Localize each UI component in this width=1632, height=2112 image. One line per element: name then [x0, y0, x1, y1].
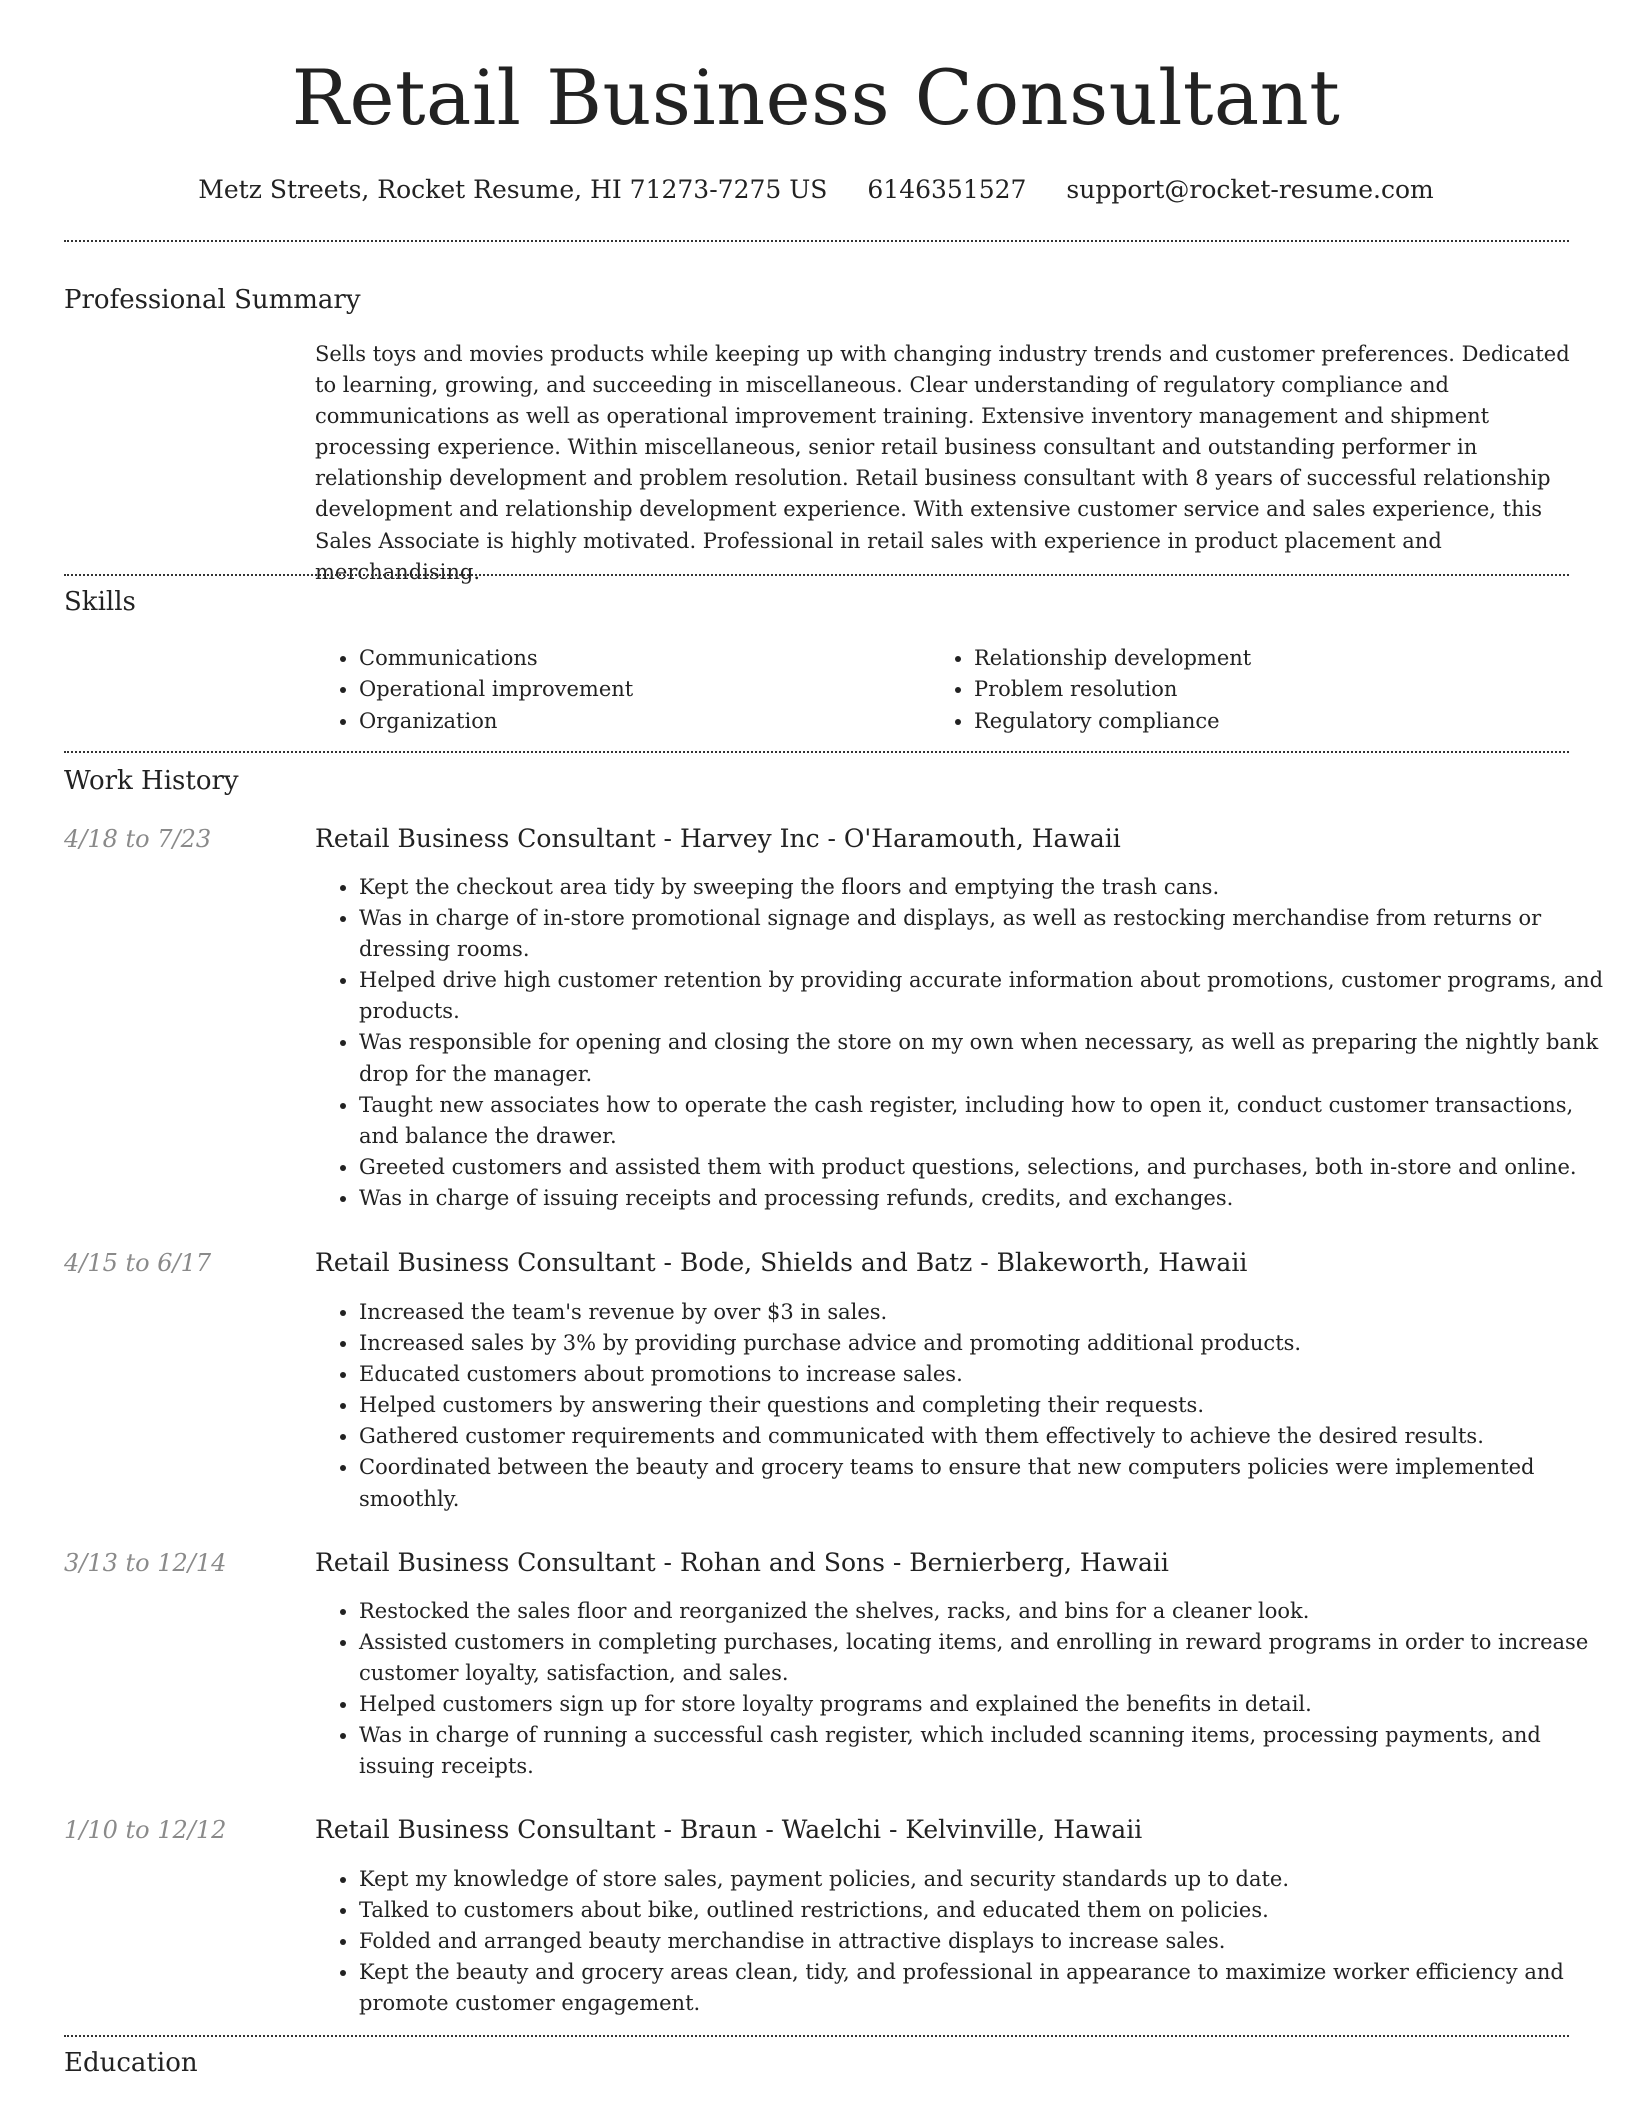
skills-list-left: [315, 643, 919, 737]
job-bullets: [315, 872, 1621, 1214]
section-title-education: Education: [64, 2048, 198, 2078]
contact-line: [0, 170, 1632, 210]
job-bullet: • Talked to customers about bike, outlined restrictions, and educated them on policies.: [359, 1895, 1621, 1926]
skill-item: • Organization: [359, 706, 919, 737]
job-bullet: • Kept my knowledge of store sales, payment policies, and security standards up to date.: [359, 1864, 1621, 1895]
job-bullet: • Assisted customers in completing purchases, locating items, and enrolling in reward programs in order to increase customer loyalty, satisfaction, and sales.: [359, 1627, 1621, 1689]
summary-text: Sells toys and movies products while keeping up with changing industry trends and customer preferences. Dedicated to learning, growing, and succeeding in miscellaneous. Clear understanding of regulatory compliance and communications as well as operational improvement training. Extensive inventory management and shipment processing experience. Within miscellaneous, senior retail business consultant and outstanding performer in relationship development and problem resolution. Retail business consultant with 8 years of successful relationship development and relationship development experience. With extensive customer service and sales experience, this Sales Associate is highly motivated. Professional in retail sales with experience in product placement and merchandising.: [315, 342, 1570, 584]
job-bullet: • Kept the beauty and grocery areas clean, tidy, and professional in appearance to maximize worker efficiency and promote customer engagement.: [359, 1957, 1621, 2019]
job-bullet: • Folded and arranged beauty merchandise in attractive displays to increase sales.: [359, 1926, 1621, 1957]
job-title: Retail Business Consultant - Braun - Waelchi - Kelvinville, Hawaii: [315, 1815, 1143, 1844]
job-bullet: • Gathered customer requirements and communicated with them effectively to achieve the desired results.: [359, 1421, 1621, 1452]
job-bullet: • Increased sales by 3% by providing purchase advice and promoting additional products.: [359, 1328, 1621, 1359]
job-bullets: [315, 1596, 1621, 1783]
job-dates: 4/18 to 7/23: [64, 825, 212, 853]
resume-name: Retail Business Consultant: [291, 53, 1341, 142]
skill-item: • Regulatory compliance: [974, 706, 1574, 737]
skill-item: • Communications: [359, 643, 919, 674]
job-bullet: • Was in charge of in-store promotional signage and displays, as well as restocking merchandise from returns or dressing rooms.: [359, 903, 1621, 965]
contact-email: support@rocket-resume.com: [1066, 175, 1434, 204]
job-bullet: • Increased the team's revenue by over $3 in sales.: [359, 1297, 1621, 1328]
job-title: Retail Business Consultant - Harvey Inc - O'Haramouth, Hawaii: [315, 824, 1121, 853]
job-bullet: • Coordinated between the beauty and grocery teams to ensure that new computers policies were implemented smoothly.: [359, 1452, 1621, 1514]
job-bullet: • Restocked the sales floor and reorganized the shelves, racks, and bins for a cleaner look.: [359, 1596, 1621, 1627]
section-title-work-history: Work History: [64, 766, 239, 796]
job-dates: 4/15 to 6/17: [64, 1249, 212, 1277]
skill-item: • Relationship development: [974, 643, 1574, 674]
job-bullet: • Helped customers by answering their questions and completing their requests.: [359, 1390, 1621, 1421]
section-title-summary: Professional Summary: [64, 285, 361, 315]
job-bullet: • Was responsible for opening and closing the store on my own when necessary, as well as preparing the nightly bank drop for the manager.: [359, 1027, 1621, 1089]
job-bullet: • Greeted customers and assisted them with product questions, selections, and purchases, both in-store and online.: [359, 1152, 1621, 1183]
job-bullet: • Helped drive high customer retention by providing accurate information about promotions, customer programs, and products.: [359, 965, 1621, 1027]
section-divider: [64, 574, 1569, 576]
contact-phone: 6146351527: [867, 175, 1027, 204]
job-title: Retail Business Consultant - Rohan and Sons - Bernierberg, Hawaii: [315, 1548, 1169, 1577]
skill-item: • Problem resolution: [974, 674, 1574, 705]
job-bullet: • Was in charge of running a successful cash register, which included scanning items, processing payments, and issuing receipts.: [359, 1720, 1621, 1782]
job-bullet: • Helped customers sign up for store loyalty programs and explained the benefits in detail.: [359, 1689, 1621, 1720]
job-dates: 3/13 to 12/14: [64, 1549, 227, 1577]
section-divider: [64, 240, 1569, 242]
job-bullet: • Taught new associates how to operate the cash register, including how to open it, conduct customer transactions, and balance the drawer.: [359, 1090, 1621, 1152]
job-dates: 1/10 to 12/12: [64, 1816, 227, 1844]
job-bullets: [315, 1864, 1621, 2019]
job-bullet: • Kept the checkout area tidy by sweeping the floors and emptying the trash cans.: [359, 872, 1621, 903]
contact-address: Metz Streets, Rocket Resume, HI 71273-7275 US: [198, 175, 828, 204]
job-bullets: [315, 1297, 1621, 1515]
section-divider: [64, 751, 1569, 753]
job-bullet: • Was in charge of issuing receipts and processing refunds, credits, and exchanges.: [359, 1183, 1621, 1214]
skills-list-right: [930, 643, 1574, 737]
skill-item: • Operational improvement: [359, 674, 919, 705]
job-bullet: • Educated customers about promotions to increase sales.: [359, 1359, 1621, 1390]
section-title-skills: Skills: [64, 587, 136, 617]
job-title: Retail Business Consultant - Bode, Shields and Batz - Blakeworth, Hawaii: [315, 1248, 1248, 1277]
section-divider: [64, 2035, 1569, 2037]
